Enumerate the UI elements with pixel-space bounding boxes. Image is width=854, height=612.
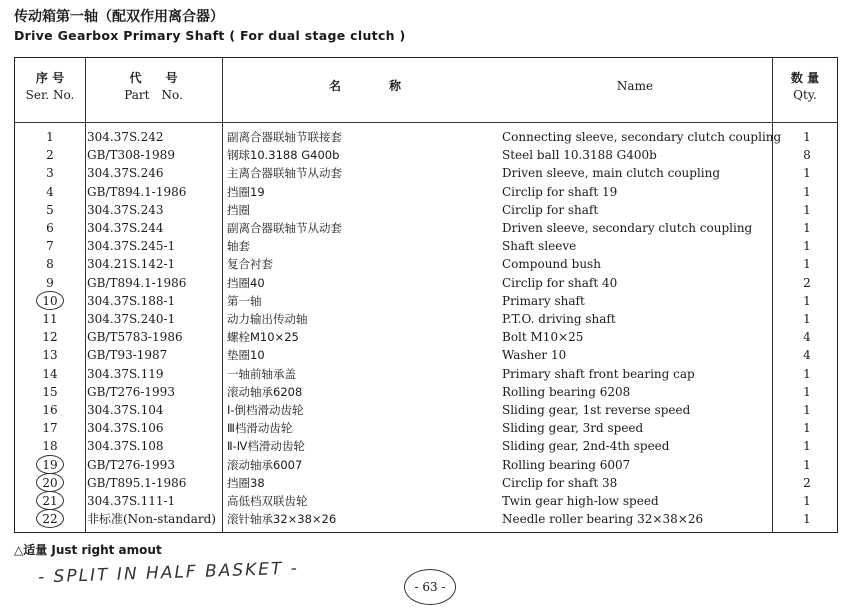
table-row xyxy=(15,456,837,474)
hand-drawn-circle xyxy=(36,291,64,310)
chinese-name-cell: 副离合器联轴节从动套 xyxy=(227,221,342,235)
english-name-cell: Circlip for shaft 38 xyxy=(502,475,618,490)
part-no-cell: 304.37S.243 xyxy=(87,202,164,217)
header-name-en xyxy=(575,78,695,95)
ser-no-cell: 13 xyxy=(42,348,58,363)
table-row xyxy=(15,237,837,255)
qty-cell: 1 xyxy=(803,184,811,199)
english-name-cell: Sliding gear, 3rd speed xyxy=(502,421,644,436)
part-no-cell: GB/T894.1-1986 xyxy=(87,275,187,290)
qty-cell: 1 xyxy=(803,293,811,308)
part-no-cell: 304.37S.242 xyxy=(87,130,164,144)
english-name-cell: Bolt M10×25 xyxy=(502,330,584,345)
ser-no-cell: 2 xyxy=(46,148,54,163)
header-ser-no xyxy=(15,70,85,104)
ser-no-cell: 1 xyxy=(46,130,54,144)
qty-cell: 1 xyxy=(803,221,811,235)
table-row xyxy=(15,510,837,528)
chinese-name-cell: 第一轴 xyxy=(227,293,262,308)
table-row xyxy=(15,292,837,310)
ser-no-cell: 17 xyxy=(42,421,58,436)
ser-no-cell: 22 xyxy=(42,512,58,527)
part-no-cell: 304.37S.106 xyxy=(87,421,164,436)
part-no-cell: 304.37S.108 xyxy=(87,439,164,454)
header-qty-cn: 数 量 xyxy=(790,71,820,85)
part-no-cell: GB/T895.1-1986 xyxy=(87,475,187,490)
qty-cell: 1 xyxy=(803,366,811,381)
qty-cell: 4 xyxy=(803,330,811,345)
part-no-cell: 304.37S.244 xyxy=(87,221,164,235)
part-no-cell: 非标准(Non-standard) xyxy=(87,512,216,527)
english-name-cell: Sliding gear, 1st reverse speed xyxy=(502,403,691,417)
qty-cell: 1 xyxy=(803,403,811,417)
qty-cell: 1 xyxy=(803,166,811,181)
part-no-cell: 304.37S.111-1 xyxy=(87,494,176,508)
table-row xyxy=(15,401,837,419)
english-name-cell: Compound bush xyxy=(502,257,601,272)
english-name-cell: Connecting sleeve, secondary clutch coupling xyxy=(502,130,782,144)
english-name-cell: Rolling bearing 6208 xyxy=(502,384,631,399)
qty-cell: 1 xyxy=(803,257,811,272)
english-name-cell: Needle roller bearing 32×38×26 xyxy=(502,512,704,527)
page-title-english: Drive Gearbox Primary Shaft ( For dual stage clutch ) xyxy=(14,28,406,43)
chinese-name-cell: Ⅰ-倒档滑动齿轮 xyxy=(227,403,304,417)
qty-cell: 1 xyxy=(803,384,811,399)
part-no-cell: GB/T308-1989 xyxy=(87,148,175,163)
header-name-en-text: Name xyxy=(616,79,654,93)
ser-no-cell: 7 xyxy=(46,239,54,254)
part-no-cell: GB/T276-1993 xyxy=(87,384,175,399)
chinese-name-cell: 滚动轴承6007 xyxy=(227,457,303,472)
english-name-cell: P.T.O. driving shaft xyxy=(502,312,616,326)
header-ser-en: Ser. No. xyxy=(25,88,75,102)
part-no-cell: 304.37S.119 xyxy=(87,366,164,381)
hand-drawn-circle xyxy=(36,473,64,492)
table-row xyxy=(15,255,837,273)
table-row xyxy=(15,219,837,237)
ser-no-cell: 5 xyxy=(46,202,54,217)
parts-table xyxy=(14,57,838,533)
ser-no-cell: 10 xyxy=(42,293,58,308)
ser-no-cell: 19 xyxy=(42,457,58,472)
chinese-name-cell: 动力输出传动轴 xyxy=(227,312,308,326)
table-row xyxy=(15,201,837,219)
ser-no-cell: 16 xyxy=(42,403,58,417)
english-name-cell: Circlip for shaft 19 xyxy=(502,184,618,199)
english-name-cell: Sliding gear, 2nd-4th speed xyxy=(502,439,670,454)
chinese-name-cell: 垫圈10 xyxy=(227,348,265,363)
ser-no-cell: 8 xyxy=(46,257,54,272)
qty-cell: 1 xyxy=(803,312,811,326)
qty-cell: 1 xyxy=(803,421,811,436)
ser-no-cell: 11 xyxy=(42,312,58,326)
chinese-name-cell: 螺栓M10×25 xyxy=(227,330,299,345)
ser-no-cell: 18 xyxy=(42,439,58,454)
part-no-cell: 304.37S.240-1 xyxy=(87,312,176,326)
ser-no-cell: 21 xyxy=(42,494,58,508)
qty-cell: 1 xyxy=(803,439,811,454)
header-qty xyxy=(772,70,838,104)
part-no-cell: 304.37S.245-1 xyxy=(87,239,176,254)
handwritten-note: - SPLIT IN HALF BASKET - xyxy=(37,558,300,588)
table-row xyxy=(15,328,837,346)
table-row xyxy=(15,183,837,201)
chinese-name-cell: 挡圈 xyxy=(227,202,250,217)
english-name-cell: Shaft sleeve xyxy=(502,239,577,254)
english-name-cell: Circlip for shaft xyxy=(502,202,599,217)
english-name-cell: Driven sleeve, main clutch coupling xyxy=(502,166,721,181)
chinese-name-cell: Ⅱ-Ⅳ档滑动齿轮 xyxy=(227,439,305,454)
ser-no-cell: 9 xyxy=(46,275,54,290)
header-part-no xyxy=(85,70,222,104)
table-row xyxy=(15,474,837,492)
chinese-name-cell: 滚针轴承32×38×26 xyxy=(227,512,337,527)
part-no-cell: 304.21S.142-1 xyxy=(87,257,176,272)
qty-cell: 1 xyxy=(803,130,811,144)
qty-cell: 1 xyxy=(803,239,811,254)
header-name-cn-text: 名 称 xyxy=(328,79,401,93)
table-row xyxy=(15,346,837,364)
chinese-name-cell: 挡圈40 xyxy=(227,275,265,290)
ser-no-cell: 14 xyxy=(42,366,58,381)
english-name-cell: Circlip for shaft 40 xyxy=(502,275,618,290)
hand-drawn-circle xyxy=(36,455,64,474)
chinese-name-cell: 主离合器联轴节从动套 xyxy=(227,166,342,181)
english-name-cell: Washer 10 xyxy=(502,348,567,363)
table-row xyxy=(15,274,837,292)
part-no-cell: GB/T894.1-1986 xyxy=(87,184,187,199)
table-row xyxy=(15,383,837,401)
chinese-name-cell: 轴套 xyxy=(227,239,250,254)
english-name-cell: Primary shaft xyxy=(502,293,585,308)
ser-no-cell: 4 xyxy=(46,184,54,199)
header-divider xyxy=(15,122,837,123)
table-row xyxy=(15,146,837,164)
chinese-name-cell: 一轴前轴承盖 xyxy=(227,366,296,381)
table-row xyxy=(15,365,837,383)
page-title-chinese: 传动箱第一轴（配双作用离合器） xyxy=(14,9,224,25)
hand-drawn-circle xyxy=(36,491,64,510)
english-name-cell: Rolling bearing 6007 xyxy=(502,457,631,472)
page-number: - 63 - xyxy=(404,569,456,605)
chinese-name-cell: 副离合器联轴节联接套 xyxy=(227,130,342,144)
english-name-cell: Steel ball 10.3188 G400b xyxy=(502,148,657,163)
chinese-name-cell: Ⅲ档滑动齿轮 xyxy=(227,421,293,436)
qty-cell: 2 xyxy=(803,475,811,490)
table-row xyxy=(15,437,837,455)
english-name-cell: Twin gear high-low speed xyxy=(502,494,659,508)
table-row xyxy=(15,310,837,328)
table-row xyxy=(15,128,837,146)
table-row xyxy=(15,419,837,437)
part-no-cell: 304.37S.104 xyxy=(87,403,164,417)
ser-no-cell: 6 xyxy=(46,221,54,235)
header-part-en: Part No. xyxy=(124,88,183,102)
part-no-cell: 304.37S.246 xyxy=(87,166,164,181)
qty-cell: 1 xyxy=(803,202,811,217)
header-name-cn xyxy=(265,78,465,95)
table-row xyxy=(15,164,837,182)
qty-cell: 1 xyxy=(803,494,811,508)
chinese-name-cell: 挡圈38 xyxy=(227,475,265,490)
chinese-name-cell: 挡圈19 xyxy=(227,184,265,199)
footnote: △适量 Just right amout xyxy=(14,543,162,557)
part-no-cell: GB/T5783-1986 xyxy=(87,330,183,345)
ser-no-cell: 20 xyxy=(42,475,58,490)
english-name-cell: Primary shaft front bearing cap xyxy=(502,366,695,381)
chinese-name-cell: 钢球10.3188 G400b xyxy=(227,148,340,163)
qty-cell: 4 xyxy=(803,348,811,363)
qty-cell: 8 xyxy=(803,148,811,163)
ser-no-cell: 12 xyxy=(42,330,58,345)
ser-no-cell: 15 xyxy=(42,384,58,399)
ser-no-cell: 3 xyxy=(46,166,54,181)
chinese-name-cell: 复合衬套 xyxy=(227,257,273,272)
header-ser-cn: 序 号 xyxy=(35,71,65,85)
english-name-cell: Driven sleeve, secondary clutch coupling xyxy=(502,221,753,235)
qty-cell: 1 xyxy=(803,457,811,472)
part-no-cell: GB/T93-1987 xyxy=(87,348,168,363)
part-no-cell: 304.37S.188-1 xyxy=(87,293,176,308)
chinese-name-cell: 高低档双联齿轮 xyxy=(227,494,308,508)
table-row xyxy=(15,492,837,510)
part-no-cell: GB/T276-1993 xyxy=(87,457,175,472)
header-part-cn: 代 号 xyxy=(129,71,178,85)
chinese-name-cell: 滚动轴承6208 xyxy=(227,384,303,399)
qty-cell: 1 xyxy=(803,512,811,527)
header-qty-en: Qty. xyxy=(793,88,817,102)
qty-cell: 2 xyxy=(803,275,811,290)
